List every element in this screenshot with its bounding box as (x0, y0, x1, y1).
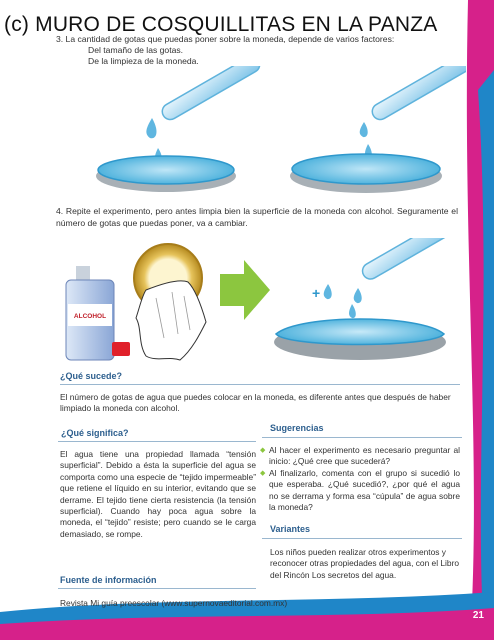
alcohol-cleaning-illustration (60, 238, 460, 366)
sugerencias-heading: Sugerencias (270, 423, 324, 433)
divider (60, 384, 460, 385)
water-drop-icon (354, 288, 362, 303)
page-title: (c) MURO DE COSQUILLITAS EN LA PANZA (4, 13, 438, 36)
coin-with-water-dome (276, 319, 444, 345)
plus-sign: + (312, 285, 321, 301)
water-drop-icon (360, 122, 368, 137)
fuente-heading: Fuente de información (60, 575, 157, 585)
fuente-text: Revista Mi guía preescolar (www.supernovaeditorial.com.mx) (60, 598, 288, 608)
pipette-icon (159, 66, 262, 122)
que-sucede-text: El número de gotas de agua que puedes colocar en la moneda, es diferente antes que después de haber limpiado la moneda con alcohol. (60, 392, 451, 414)
que-significa-text: El agua tiene una propiedad llamada “tensión superficial”. Debido a ésta la superficie del agua se comporta como una especie de “tejido impermeable” que retiene el líquido en su interior, evitando que se derrame. El tejido tiene cierta resistencia (la tensión superficial). Cuando hay poca agua sobre la moneda, el “tejido” resiste; pero cuando se le carga demasiado, se rompe. (60, 449, 256, 539)
water-drop-icon (146, 118, 156, 138)
bottle-label: ALCOHOL (73, 313, 107, 320)
pipette-icon (360, 238, 460, 282)
divider (262, 538, 462, 539)
pipette-icon (369, 66, 466, 122)
factor-item: Del tamaño de las gotas. (88, 45, 184, 55)
step-4-text: 4. Repite el experimento, pero antes limpia bien la superficie de la moneda con alcohol. Seguramente el número de gotas que puedas poner, va a cambiar. (56, 206, 458, 228)
water-drop-icon (349, 304, 356, 318)
drops-on-coin-illustration (96, 66, 466, 196)
divider (58, 588, 256, 589)
coin-with-water (98, 156, 234, 184)
factor-item: De la limpieza de la moneda. (88, 56, 199, 66)
sugerencia-item: ◆ Al hacer el experimento es necesario preguntar al inicio: ¿Qué cree que sucederá? (260, 445, 460, 468)
page-number: 21 (472, 610, 484, 621)
variantes-heading: Variantes (270, 524, 311, 534)
cloth-icon (136, 281, 206, 360)
step-3-text (56, 34, 394, 67)
que-significa-heading: ¿Qué significa? (61, 428, 129, 438)
coin-with-water (292, 154, 440, 184)
sugerencias-list (260, 445, 460, 513)
que-sucede-heading: ¿Qué sucede? (60, 371, 123, 381)
divider (262, 437, 462, 438)
divider (58, 441, 256, 442)
variantes-text: Los niños pueden realizar otros experimentos y reconocer otras propiedades del agua, con el Libro del Rincón Los secretos del agua. (270, 547, 460, 580)
step-3-intro: 3. La cantidad de gotas que puedas poner sobre la moneda, depende de varios factores: (56, 34, 395, 44)
water-drop-icon (324, 284, 332, 299)
alcohol-bottle-icon (66, 266, 114, 360)
bottle-cap-icon (112, 342, 130, 356)
sugerencia-item: ◆ Al finalizarlo, comenta con el grupo si sucedió lo que esperaba. ¿Qué sucedió?, ¿por qué el agua no se derrama y forma esa “cúpula” de agua sobre la moneda? (260, 468, 460, 514)
arrow-right-icon (220, 260, 270, 320)
